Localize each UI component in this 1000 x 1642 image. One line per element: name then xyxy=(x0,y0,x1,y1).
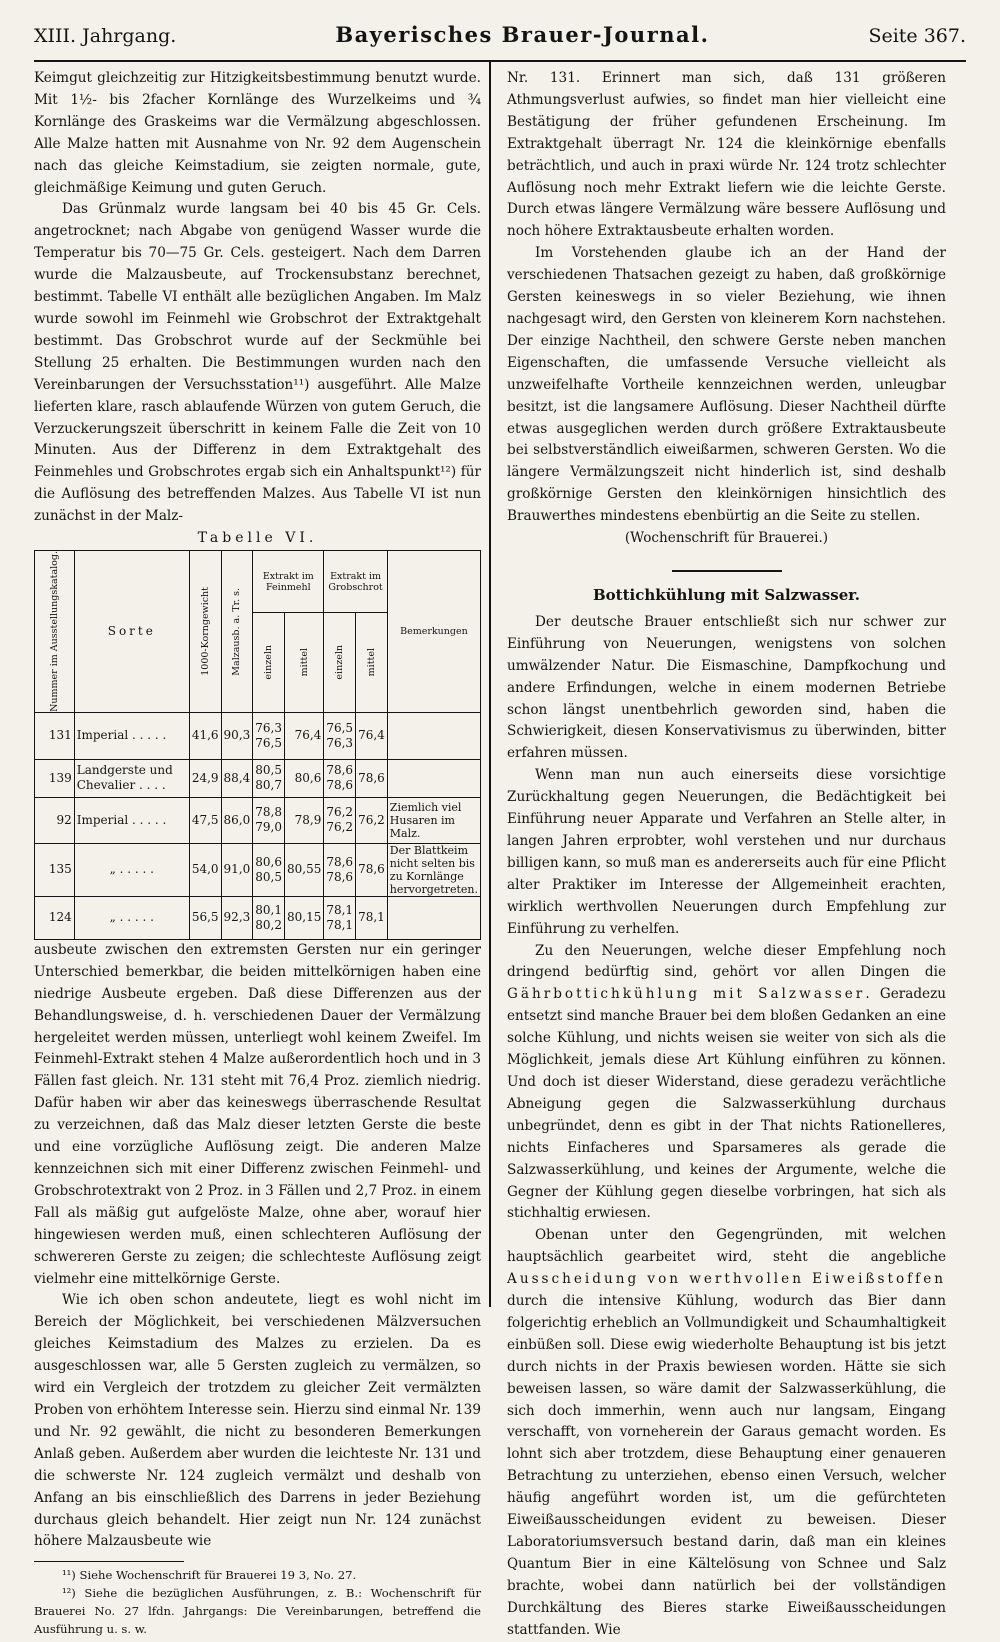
cell-fein-einzeln: 76,3 76,5 xyxy=(253,712,285,759)
right-paragraph-3: Der deutsche Brauer entschließt sich nur schwer zur Einführung von Neuerungen, wenigstens von solchen umwälzender Natur. Die Eismaschine, Dampfkochung und andere Erfindungen, welche in einem modernen Betriebe schon längst unentbehrlich geworden sind, haben die Schwierigkeit, diesen Konservativismus zu überwinden, bitter erfahren müssen. xyxy=(507,613,946,762)
table-row xyxy=(35,843,481,896)
header-bemerkungen: Bemerkungen xyxy=(387,551,480,713)
columns xyxy=(34,62,966,1638)
left-column xyxy=(34,62,489,1637)
cell-fein-einzeln: 78,8 79,0 xyxy=(253,797,285,843)
cell-malzausbeute: 86,0 xyxy=(221,797,253,843)
cell-korngewicht: 47,5 xyxy=(189,797,221,843)
cell-fein-mittel: 76,4 xyxy=(284,712,323,759)
right-paragraph-4: Wenn man nun auch einerseits diese vorsichtige Zurückhaltung gegen Neuerungen, die Bedächtigkeit bei Einführung neuer Apparate und Verfahren an Stelle alter, in langen Jahren erprobter, wohl verstehen und nur durchaus billigen kann, so muß man es andererseits auch für eine Pflicht alter Praktiker im Interesse der Allgemeinheit erachten, wirklich werthvollen Neuerungen durch Empfehlung zur Einführung zu verhelfen. xyxy=(507,767,946,937)
cell-nummer: 135 xyxy=(35,843,75,896)
cell-grob-einzeln: 76,2 76,2 xyxy=(324,797,356,843)
cell-bemerkungen: Der Blattkeim nicht selten bis zu Kornlänge hervorgetreten. xyxy=(387,843,480,896)
cell-bemerkungen xyxy=(387,759,480,797)
left-paragraph-4: Wie ich oben schon andeutete, liegt es wohl nicht im Bereich der Möglichkeit, bei verschiedenen Mälzversuchen gleiches Keimstadium des Malzes zu erzielen. Da es ausgeschlossen war, alle 5 Gersten zugleich zu vermälzen, so wird ein Vergleich der trotzdem zu gleicher Zeit vermälzten Proben von erhöhtem Interesse sein. Hierzu sind einmal Nr. 139 und Nr. 92 gewählt, die nicht zu besonderen Bemerkungen Anlaß geben. Außerdem aber wurden die leichteste Nr. 131 und die schwerste Nr. 124 zugleich vermälzt und deshalb von Anfang an bis einschließlich des Darrens in jeder Beziehung durchaus gleich behandelt. Hier zeigt nun Nr. 124 zunächst höhere Malzausbeute wie xyxy=(34,1292,481,1550)
cell-grob-einzeln: 76,5 76,3 xyxy=(324,712,356,759)
page-header xyxy=(34,22,966,52)
journal-title: Bayerisches Brauer-Journal. xyxy=(335,22,710,47)
cell-malzausbeute: 88,4 xyxy=(221,759,253,797)
header-korngewicht: 1000-Korngewicht xyxy=(189,551,221,713)
header-sorte: Sorte xyxy=(74,551,189,713)
cell-korngewicht: 56,5 xyxy=(189,896,221,939)
header-malzausbeute: Malzausb. a. Tr. s. xyxy=(221,551,253,713)
cell-fein-mittel: 80,6 xyxy=(284,759,323,797)
header-fein-mittel: mittel xyxy=(284,613,323,713)
cell-fein-mittel: 80,15 xyxy=(284,896,323,939)
cell-malzausbeute: 90,3 xyxy=(221,712,253,759)
cell-fein-mittel: 80,55 xyxy=(284,843,323,896)
cell-nummer: 124 xyxy=(35,896,75,939)
cell-fein-einzeln: 80,6 80,5 xyxy=(253,843,285,896)
cell-grob-mittel: 76,4 xyxy=(356,712,388,759)
cell-bemerkungen: Ziemlich viel Husaren im Malz. xyxy=(387,797,480,843)
cell-fein-einzeln: 80,5 80,7 xyxy=(253,759,285,797)
source-note: (Wochenschrift für Brauerei.) xyxy=(624,530,829,547)
cell-malzausbeute: 91,0 xyxy=(221,843,253,896)
left-paragraph-2: Das Grünmalz wurde langsam bei 40 bis 45 Gr. Cels. angetrocknet; nach Abgabe von genügend Wasser wurde die Temperatur bis 70—75 Gr. Cels. gesteigert. Nach dem Darren wurde die Malzausbeute, auf Trockensubstanz berechnet, bestimmt. Tabelle VI enthält alle bezüglichen Angaben. Im Malz wurde sowohl im Feinmehl wie Grobschrot der Extraktgehalt bestimmt. Das Grobschrot wurde auf der Seckmühle bei Stellung 25 erhalten. Die Bestimmungen wurden nach den Vereinbarungen der Versuchsstation¹¹) ausgeführt. Alle Malze lieferten klare, rasch ablaufende Würzen von gutem Geruch, die Verzuckerungszeit überschritt in keinem Falle die Zeit von 10 Minuten. Aus der Differenz in dem Extraktgehalt des Feinmehles und Grobschrotes ergab sich ein Anhaltspunkt¹²) für die Auflösung des betreffenden Malzes. Aus Tabelle VI ist nun zunächst in der Malz- xyxy=(34,201,481,525)
header-grob-mittel: mittel xyxy=(356,613,388,713)
header-extrakt-grobschrot: Extrakt im Grobschrot xyxy=(324,551,387,613)
page-number: Seite 367. xyxy=(868,25,966,47)
cell-grob-mittel: 78,6 xyxy=(356,759,388,797)
cell-grob-einzeln: 78,6 78,6 xyxy=(324,759,356,797)
right-column xyxy=(491,62,946,1638)
cell-korngewicht: 54,0 xyxy=(189,843,221,896)
header-extrakt-feinmehl: Extrakt im Feinmehl xyxy=(253,551,324,613)
cell-nummer: 92 xyxy=(35,797,75,843)
table-row xyxy=(35,712,481,759)
footnote-11: ¹¹) Siehe Wochenschrift für Brauerei 19 3, No. 27. xyxy=(62,1568,357,1583)
right-paragraph-1: Nr. 131. Erinnert man sich, daß 131 größeren Athmungsverlust aufwies, so findet man hier vielleicht eine Bestätigung der früher gefundenen Erscheinung. Im Extraktgehalt überragt Nr. 124 die kleinkörnige ebenfalls beträchtlich, und auch in praxi würde Nr. 124 trotz schlechter Auflösung noch mehr Extrakt liefern wie die leichte Gerste. Durch etwas längere Vermälzung wäre bessere Auflösung und noch höhere Extraktausbeute erhalten worden. xyxy=(507,70,946,240)
header-fein-einzeln: einzeln xyxy=(253,613,285,713)
cell-bemerkungen xyxy=(387,896,480,939)
cell-grob-einzeln: 78,6 78,6 xyxy=(324,843,356,896)
article-title: Bottichkühlung mit Salzwasser. xyxy=(592,585,860,604)
header-nummer: Nummer im Ausstellungskatalog. xyxy=(35,551,75,713)
left-paragraph-1: Keimgut gleichzeitig zur Hitzigkeitsbestimmung benutzt wurde. Mit 1½- bis 2facher Kornlänge des Wurzelkeims und ¾ Kornlänge des Graskeims war die Vermälzung abgeschlossen. Alle Malze hatten mit Ausnahme von Nr. 92 dem Augenschein nach das gleiche Keimstadium, sie zeigten normale, gute, gleichmäßige Keimung und guten Geruch. xyxy=(34,70,481,196)
cell-grob-mittel: 76,2 xyxy=(356,797,388,843)
emphasis-gaehrbottichkuehlung: Gährbottichkühlung mit Salzwasser xyxy=(507,986,866,1003)
left-paragraph-3: ausbeute zwischen den extremsten Gersten nur ein geringer Unterschied bemerkbar, die beiden mittelkörnigen haben eine niedrige Ausbeute ergeben. Daß diese Differenzen aus der Behandlungsweise, d. h. verschiedenen Dauer der Vermälzung hergeleitet werden müssen, unterliegt wohl keinem Zweifel. Im Feinmehl-Extrakt stehen 4 Malze außerordentlich hoch und in 3 Fällen fast gleich. Nr. 131 steht mit 76,4 Proz. ziemlich niedrig. Dafür haben wir aber das keineswegs überraschende Resultat zu verzeichnen, daß das Malz dieser letzten Gerste die beste und eine vorzügliche Auflösung zeigt. Die anderen Malze kennzeichnen sich mit einer Differenz zwischen Feinmehl- und Grobschrotextrakt von 2 Proz. in 3 Fällen und 2,7 Proz. in einem Fall als mäßig gut aufgelöste Malze, ohne aber, worauf hier hingewiesen werden muß, einen schlechteren Auflösung der schwereren Gerste zu zeigen; die schlechteste Auflösung zeigt vielmehr eine mittelkörnige Gerste. xyxy=(34,941,481,1287)
cell-fein-einzeln: 80,1 80,2 xyxy=(253,896,285,939)
table-row xyxy=(35,797,481,843)
table-row xyxy=(35,759,481,797)
right-paragraph-5: Zu den Neuerungen, welche dieser Empfehlung noch dringend bedürftig sind, gehört vor allen Dingen die Gährbottichkühlung mit Salzwasser. Geradezu entsetzt sind manche Brauer bei dem bloßen Gedanken an eine solche Kühlung, und nichts weisen sie weiter von sich als die Möglichkeit, jemals diese Art Kühlung einführen zu können. Und doch ist dieser Widerstand, diese geradezu verächtliche Abneigung gegen die Salzwasserkühlung durchaus unbegründet, denn es gibt in der That nichts Rationelleres, nichts Einfacheres und Sparsameres als gerade die Salzwasserkühlung, und keines der Argumente, welche die Gegner der Kühlung gegen dieselbe vorbringen, hat sich als stichhaltig erwiesen. xyxy=(507,942,946,1222)
cell-korngewicht: 24,9 xyxy=(189,759,221,797)
volume-label: XIII. Jahrgang. xyxy=(34,25,177,47)
cell-sorte: Imperial . . . . . xyxy=(74,797,189,843)
cell-sorte: Landgerste und Chevalier . . . . xyxy=(74,759,189,797)
footnote-12: ¹²) Siehe die bezüglichen Ausführungen, z. B.: Wochenschrift für Brauerei No. 27 lfdn. Jahrgangs: Die Vereinbarungen, betreffend die Ausführung u. s. w. xyxy=(34,1586,481,1637)
cell-grob-einzeln: 78,1 78,1 xyxy=(324,896,356,939)
right-paragraph-6: Obenan unter den Gegengründen, mit welchen hauptsächlich gearbeitet wird, steht die angebliche Ausscheidung von werthvollen Eiweißstoffen durch die intensive Kühlung, wodurch das Bier dann folgerichtig erheblich an Vollmundigkeit und Schaumhaltigkeit einbüßen soll. Diese ewig wiederholte Behauptung ist bis jetzt durch nichts in der Praxis bewiesen worden. Hätte sie sich beweisen lassen, so wäre damit der Salzwasserkühlung, die sich doch immerhin, wenn auch nur langsam, Eingang verschafft, von vorneherein der Garaus gemacht worden. Es lohnt sich aber trotzdem, diese Behauptung einer genaueren Betrachtung zu unterziehen, ebenso einen Versuch, welcher häufig angeführt worden ist, um die gefürchteten Eiweißausscheidungen evident zu beweisen. Dieser Laboratoriumsversuch bestand darin, daß man ein kleines Quantum Bier in eine Kältelösung von Schnee und Salz brachte, wobei dann natürlich bei der vollständigen Durchkältung des Bieres starke Eiweißausscheidungen stattfanden. Wie xyxy=(507,1227,946,1638)
header-grob-einzeln: einzeln xyxy=(324,613,356,713)
section-separator xyxy=(672,570,782,572)
cell-korngewicht: 41,6 xyxy=(189,712,221,759)
cell-nummer: 139 xyxy=(35,759,75,797)
cell-bemerkungen xyxy=(387,712,480,759)
right-paragraph-2: Im Vorstehenden glaube ich an der Hand der verschiedenen Thatsachen gezeigt zu haben, daß großkörnige Gersten keineswegs in so vieler Beziehung, wie ihnen nachgesagt wird, den Gersten von kleinerem Korn nachstehen. Der einzige Nachtheil, den schwere Gerste neben manchen Eigenschaften, die umfassende Versuche vielleicht als unzweifelhafte Vortheile kennzeichnen werden, unleugbar besitzt, ist die langsamere Auflösung. Dieser Nachtheil dürfte etwas ausgeglichen werden durch größere Extraktausbeute bei selbstverständlich eiweißarmen, schweren Gersten. Wo die längere Vermälzungszeit nicht hinderlich ist, sind deshalb großkörnige Gersten den kleinkörnigen hinsichtlich des Brauwerthes mindestens ebenbürtig an die Seite zu stellen. xyxy=(507,245,946,525)
cell-nummer: 131 xyxy=(35,712,75,759)
cell-fein-mittel: 78,9 xyxy=(284,797,323,843)
footnote-rule xyxy=(34,1561,184,1562)
cell-sorte: „ . . . . . xyxy=(74,896,189,939)
table-title: Tabelle VI. xyxy=(197,530,318,547)
cell-grob-mittel: 78,6 xyxy=(356,843,388,896)
table-vi xyxy=(34,550,481,940)
cell-grob-mittel: 78,1 xyxy=(356,896,388,939)
table-row xyxy=(35,896,481,939)
cell-sorte: Imperial . . . . . xyxy=(74,712,189,759)
cell-malzausbeute: 92,3 xyxy=(221,896,253,939)
cell-sorte: „ . . . . . xyxy=(74,843,189,896)
emphasis-eiweissausscheidung: Ausscheidung von werthvollen Eiweißstoffen xyxy=(507,1271,946,1288)
